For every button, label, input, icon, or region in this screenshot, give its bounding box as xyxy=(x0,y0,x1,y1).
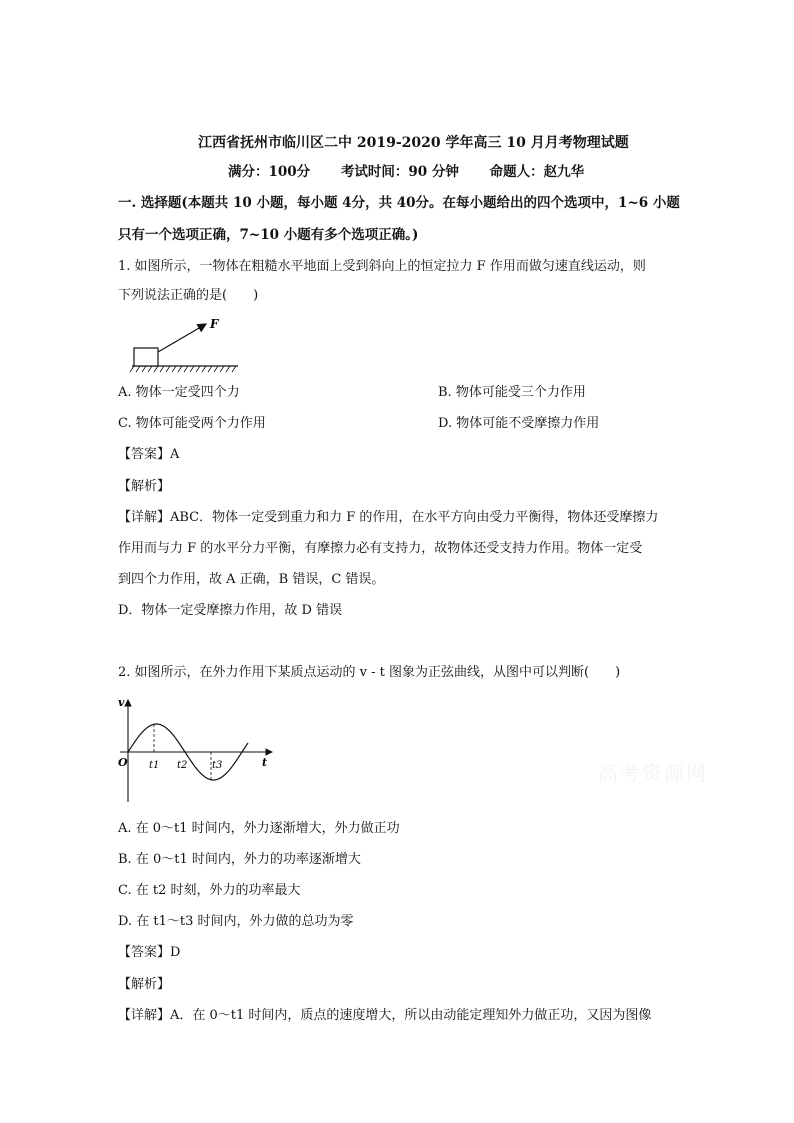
exam-time: 考试时间：90 分钟 xyxy=(340,164,459,180)
q2-option-d: D. 在 t1～t3 时间内，外力做的总功为零 xyxy=(118,914,354,929)
q1-answer: 【答案】A xyxy=(118,447,180,462)
block xyxy=(134,348,158,366)
section-heading-line1: 一. 选择题(本题共 10 小题，每小题 4分，共 40分。在每小题给出的四个选项中，1~6 小题 xyxy=(118,195,680,211)
q1-detail-line2: 作用而与力 F 的水平分力平衡，有摩擦力必有支持力，故物体还受支持力作用。物体一定受 xyxy=(118,541,643,556)
ground-hatch xyxy=(130,366,236,372)
q2-option-b: B. 在 0～t1 时间内，外力的功率逐渐增大 xyxy=(118,852,361,867)
q1-option-c: C. 物体可能受两个力作用 xyxy=(118,416,266,431)
q1-force-diagram xyxy=(128,312,240,374)
q1-option-b: B. 物体可能受三个力作用 xyxy=(438,385,586,400)
t1-label: t1 xyxy=(149,760,160,771)
q1-stem-line2: 下列说法正确的是( ) xyxy=(118,288,259,303)
section-heading-line2: 只有一个选项正确，7~10 小题有多个选项正确。) xyxy=(118,227,419,243)
q2-stem: 2. 如图所示，在外力作用下某质点运动的 v - t 图象为正弦曲线，从图中可以判断( ) xyxy=(118,665,621,680)
q2-vt-graph xyxy=(114,694,276,806)
q1-detail-line3: 到四个力作用，故 A 正确，B 错误，C 错误。 xyxy=(118,572,385,587)
page-title: 江西省抚州市临川区二中 2019-2020 学年高三 10 月月考物理试题 xyxy=(198,135,629,151)
q1-analysis-heading: 【解析】 xyxy=(118,479,171,494)
q2-option-a: A. 在 0～t1 时间内，外力逐渐增大，外力做正功 xyxy=(118,821,400,836)
force-label: F xyxy=(210,317,219,331)
force-arrow xyxy=(158,324,206,352)
q2-answer: 【答案】D xyxy=(118,945,181,960)
exam-meta xyxy=(228,163,584,181)
v-label: v xyxy=(118,696,125,709)
q2-detail-line1: 【详解】A．在 0～t1 时间内，质点的速度增大，所以由动能定理知外力做正功，又因为图像 xyxy=(118,1008,652,1023)
q2-analysis-heading: 【解析】 xyxy=(118,977,171,992)
author: 命题人：赵九华 xyxy=(489,164,585,180)
q1-detail-line4: D．物体一定受摩擦力作用，故 D 错误 xyxy=(118,603,343,618)
q1-stem-line1: 1. 如图所示，一物体在粗糙水平地面上受到斜向上的恒定拉力 F 作用而做匀速直线运动，则 xyxy=(118,259,646,274)
origin-label: O xyxy=(118,756,128,769)
full-score: 满分：100分 xyxy=(228,164,311,180)
watermark: 高考资源网 xyxy=(598,761,708,785)
q1-option-a: A. 物体一定受四个力 xyxy=(118,385,240,400)
t-label: t xyxy=(262,756,268,769)
q2-option-c: C. 在 t2 时刻，外力的功率最大 xyxy=(118,883,301,898)
t3-label: t3 xyxy=(212,760,223,771)
t2-label: t2 xyxy=(177,760,188,771)
q1-detail-line1: 【详解】ABC．物体一定受到重力和力 F 的作用，在水平方向由受力平衡得，物体还受摩擦力 xyxy=(118,510,659,525)
q1-option-d: D. 物体可能不受摩擦力作用 xyxy=(438,416,600,431)
